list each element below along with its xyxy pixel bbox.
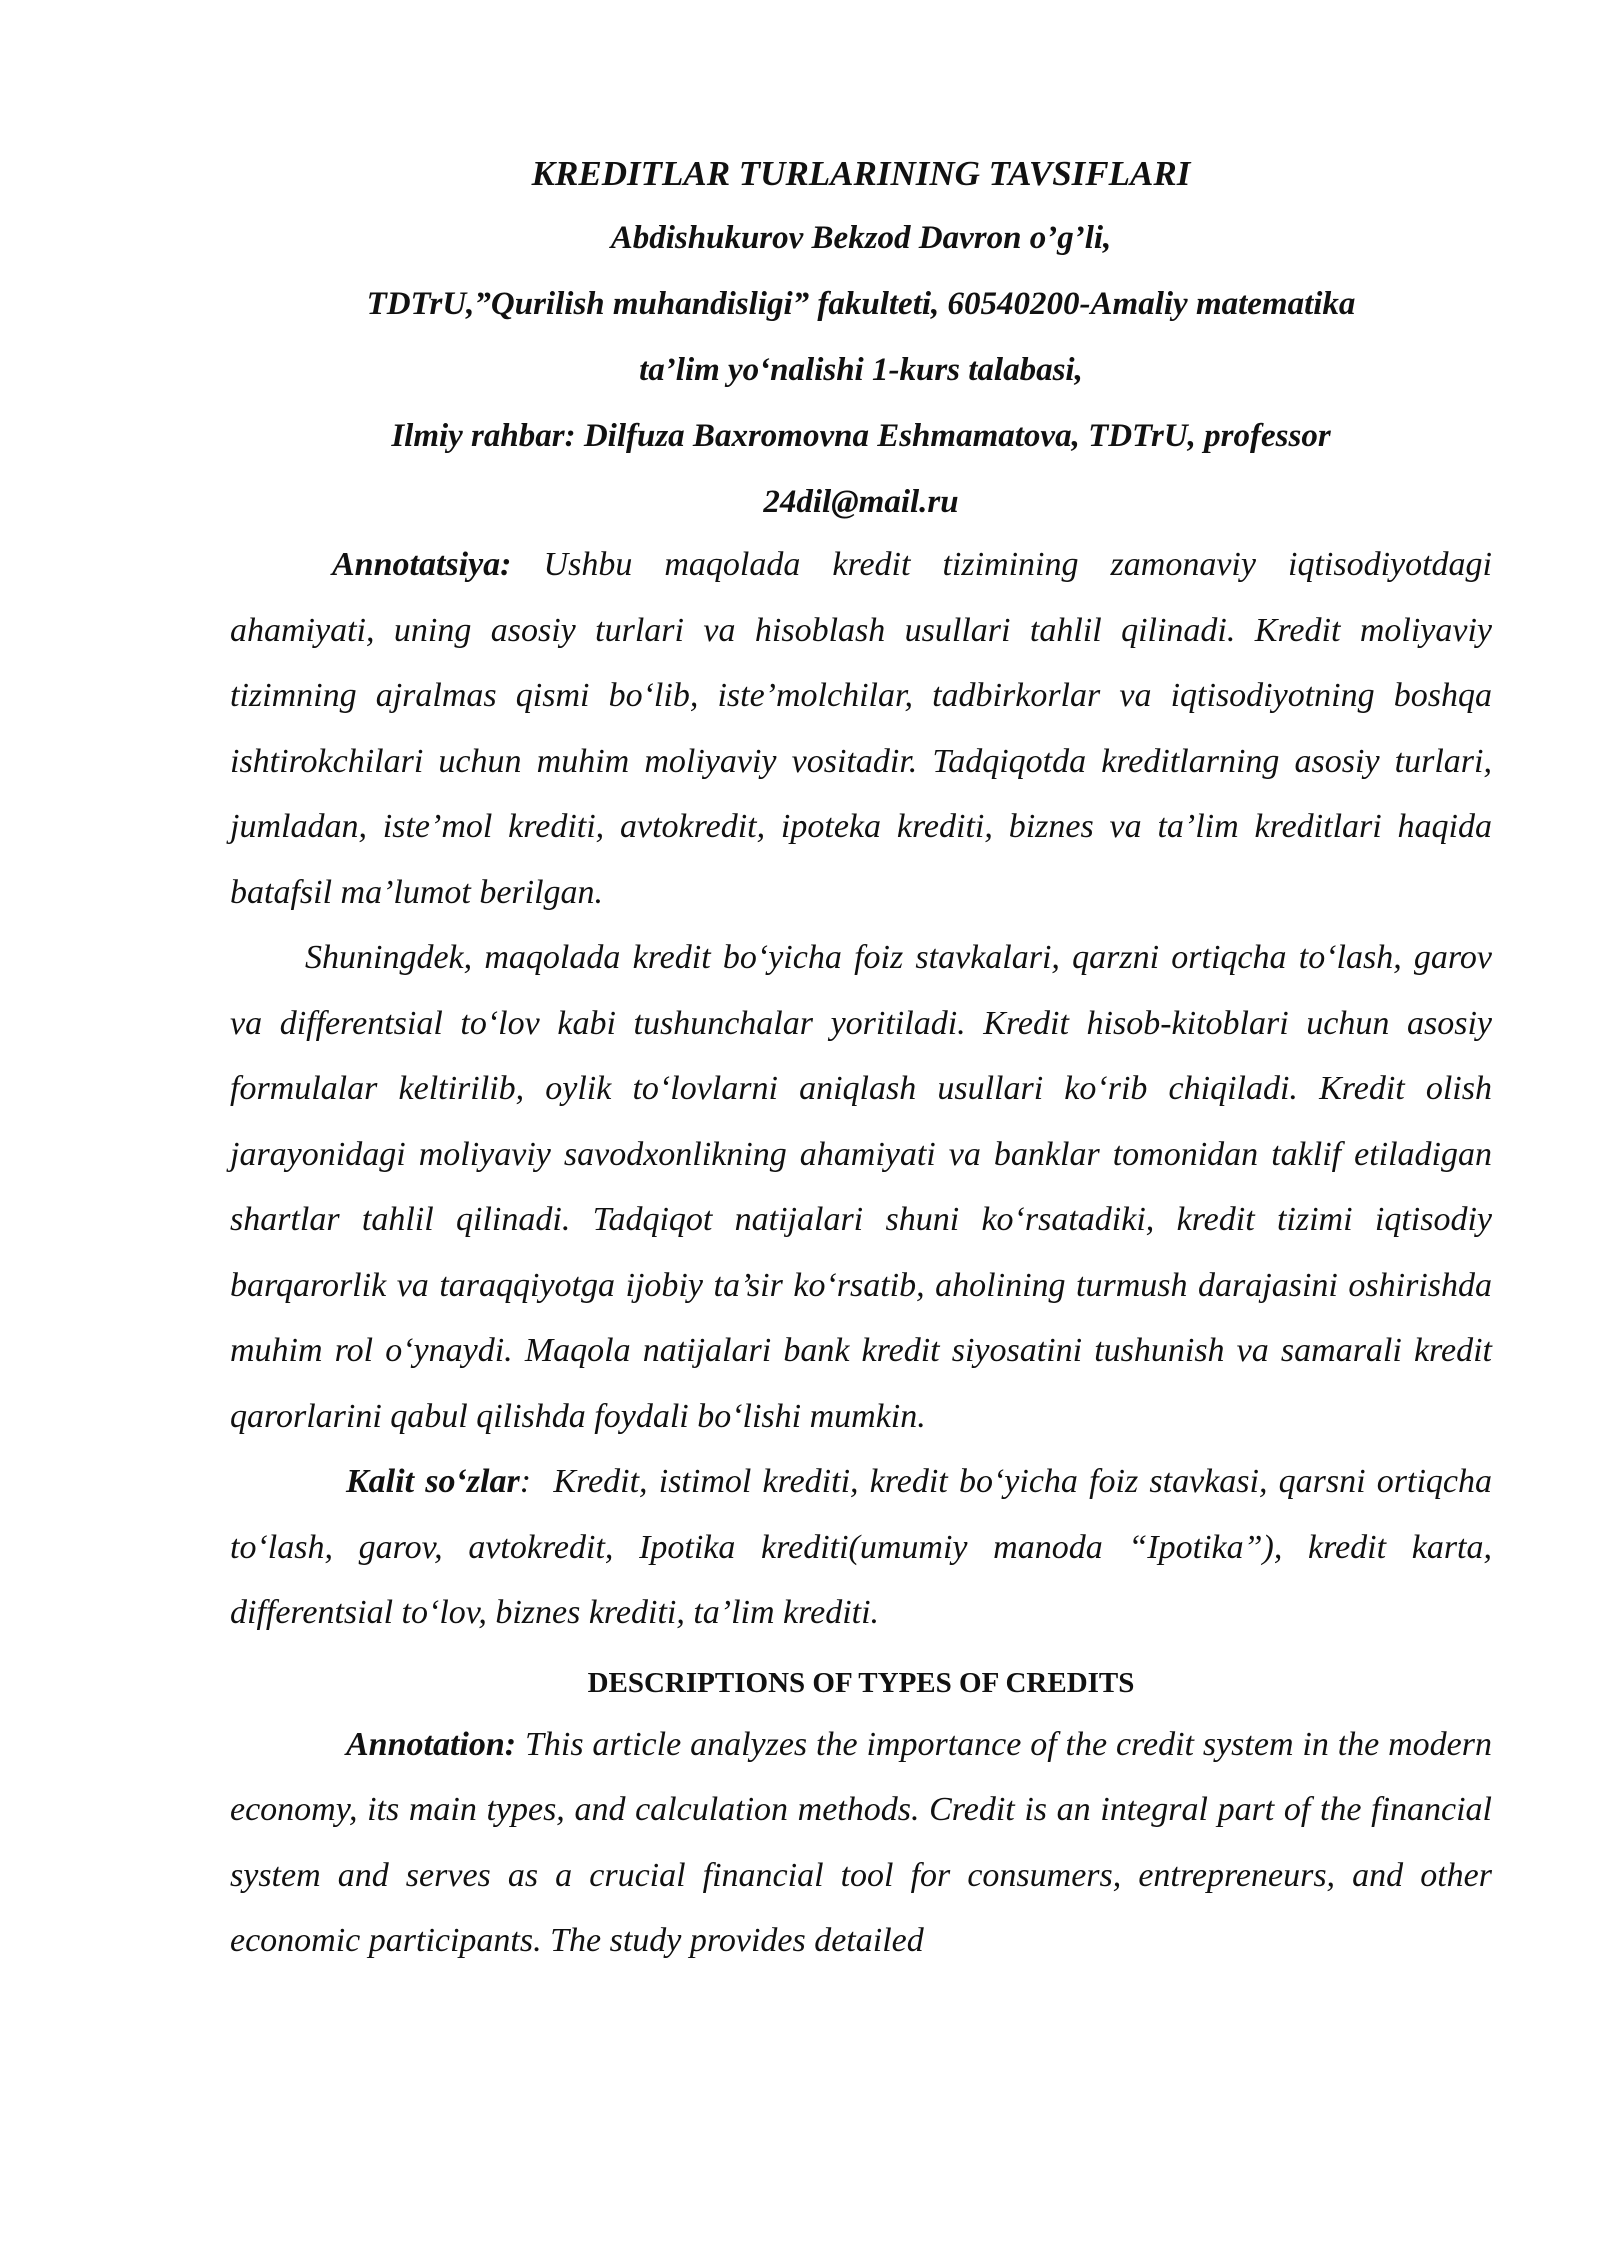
annotation-paragraph [230,1712,1492,1974]
annotatsiya-paragraph-2: Shuningdek, maqolada kredit bo‘yicha foiz stavkalari, qarzni ortiqcha to‘lash, garov va differentsial to‘lov kabi tushunchalar yoritiladi. Kredit hisob-kitoblari uchun asosiy formulalar keltirilib, oylik to‘lovlarni aniqlash usullari ko‘rib chiqiladi. Kredit olish jarayonidagi moliyaviy savodxonlikning ahamiyati va banklar tomonidan taklif etiladigan shartlar tahlil qilinadi. Tadqiqot natijalari shuni ko‘rsatadiki, kredit tizimi iqtisodiy barqarorlik va taraqqiyotga ijobiy ta’sir ko‘rsatib, aholining turmush darajasini oshirishda muhim rol o‘ynaydi. Maqola natijalari bank kredit siyosatini tushunish va samarali kredit qarorlarini qabul qilishda foydali bo‘lishi mumkin. [230,939,1492,1435]
keywords-text: Kredit, istimol krediti, kredit bo‘yicha foiz stavkasi, qarsni ortiqcha to‘lash, garov, avtokredit, Ipotika krediti(umumiy manoda “Ipotika”), kredit karta, differentsial to‘lov, biznes krediti, ta’lim krediti. [230,1463,1492,1631]
annotation-label: Annotation: [346,1725,517,1763]
keywords-colon: : [519,1463,532,1500]
author-name: Abdishukurov Bekzod Davron o’g’li, [610,220,1112,256]
article-title: KREDITLAR TURLARINING TAVSIFLARI [531,154,1191,193]
author-email: 24dil@mail.ru [763,484,959,520]
affiliation-line-1: TDTrU,”Qurilish muhandisligi” fakulteti, 60540200-Amaliy matematika [366,286,1356,322]
annotatsiya-paragraph [230,532,1492,925]
affiliation-line-2: ta’lim yo‘nalishi 1-kurs talabasi, [639,352,1083,388]
english-title: DESCRIPTIONS OF TYPES OF CREDITS [587,1666,1135,1699]
keywords-paragraph [230,1449,1492,1646]
document-page [230,150,1492,1974]
annotation-text: This article analyzes the importance of the credit system in the modern economy, its main types, and calculation methods. Credit is an integral part of the financial system and serves as a crucial financial tool for consumers, entrepreneurs, and other economic participants. The study provides detailed [230,1725,1493,1959]
annotatsiya-text: Ushbu maqolada kredit tizimining zamonaviy iqtisodiyotdagi ahamiyati, uning asosiy turlari va hisoblash usullari tahlil qilinadi. Kredit moliyaviy tizimning ajralmas qismi bo‘lib, iste’molchilar, tadbirkorlar va iqtisodiyotning boshqa ishtirokchilari uchun muhim moliyaviy vositadir. Tadqiqotda kreditlarning asosiy turlari, jumladan, iste’mol krediti, avtokredit, ipoteka krediti, biznes va ta’lim kreditlari haqida batafsil ma’lumot berilgan. [230,546,1492,911]
supervisor-line: Ilmiy rahbar: Dilfuza Baxromovna Eshmamatova, TDTrU, professor [391,418,1331,454]
keywords-label: Kalit so‘zlar [346,1463,520,1500]
annotatsiya-label: Annotatsiya: [332,546,512,583]
